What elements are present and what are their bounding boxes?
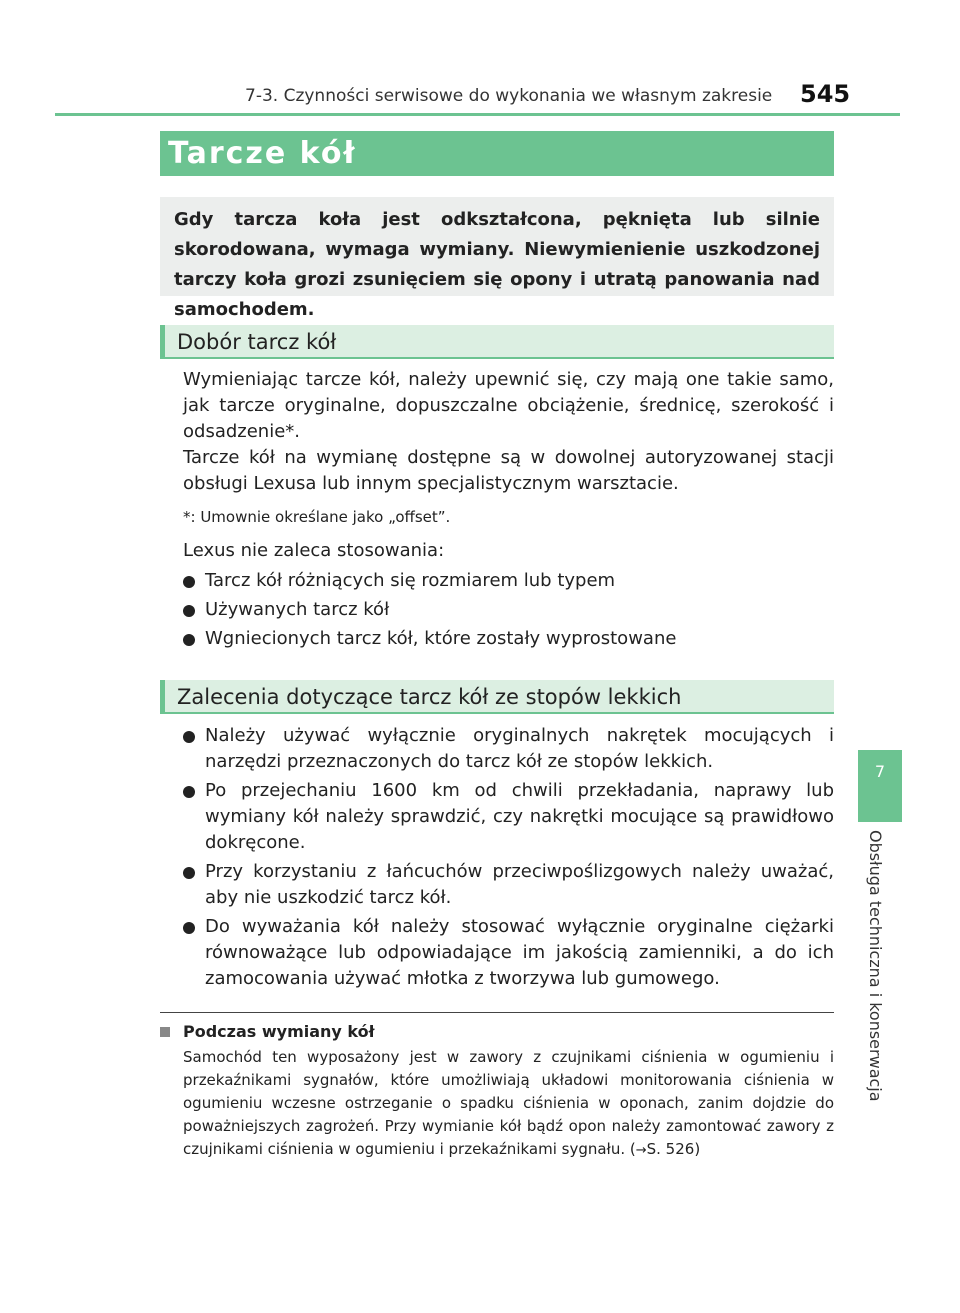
square-bullet-icon xyxy=(160,1027,170,1037)
page-title: Tarcze kół xyxy=(160,131,834,176)
list-item: Do wyważania kół należy stosować wyłącznie oryginalne ciężarki równoważące lub odpowiadające im jakością zamienniki, a do ich zamocowania używać młotka z tworzywa lub gumowego. xyxy=(183,914,834,992)
list-not-recommended xyxy=(183,568,834,652)
chapter-number: 7 xyxy=(874,762,886,781)
paragraph-wheel-availability: Tarcze kół na wymianę dostępne są w dowolnej autoryzowanej stacji obsługi Lexusa lub innym specjalistycznym warsztacie. xyxy=(183,447,834,494)
section-heading-alloy-wheels: Zalecenia dotyczące tarcz kół ze stopów lekkich xyxy=(160,680,834,714)
bullet-icon xyxy=(183,731,195,743)
paragraph-not-recommended: Lexus nie zaleca stosowania: xyxy=(183,540,445,561)
footnote-offset: *: Umownie określane jako „offset”. xyxy=(183,508,451,526)
arrow-right-icon: → xyxy=(635,1143,647,1158)
header-rule xyxy=(55,113,900,116)
list-item: Tarcz kół różniących się rozmiarem lub typem xyxy=(183,568,834,594)
section-heading-wheel-selection: Dobór tarcz kół xyxy=(160,325,834,359)
list-item: Wgniecionych tarcz kół, które zostały wyprostowane xyxy=(183,626,834,652)
bullet-icon xyxy=(183,786,195,798)
note-title: Podczas wymiany kół xyxy=(183,1022,375,1041)
bullet-icon xyxy=(183,922,195,934)
divider xyxy=(160,1012,834,1013)
list-item: Po przejechaniu 1600 km od chwili przekładania, naprawy lub wymiany kół należy sprawdzić, czy nakrętki mocujące są prawidłowo dokręcone. xyxy=(183,778,834,856)
page-reference-link[interactable]: S. 526) xyxy=(646,1140,701,1158)
list-item: Przy korzystaniu z łańcuchów przeciwpoślizgowych należy uważać, aby nie uszkodzić tarcz kół. xyxy=(183,859,834,911)
bullet-icon xyxy=(183,576,195,588)
note-text: Samochód ten wyposażony jest w zawory z czujnikami ciśnienia w ogumieniu i przekaźnikami sygnałów, które umożliwiają układowi monitorowania ciśnienia w ogumieniu wczesne ostrzeganie o spadku ciśnienia w oponach, zanim dojdzie do poważniejszych zagrożeń. Przy wymianie kół bądź opon należy zamontować zawory z czujnikami ciśnienia w ogumieniu i przekaźnikami sygnału. (→S. 526) xyxy=(183,1048,834,1158)
bullet-icon xyxy=(183,634,195,646)
list-item: Należy używać wyłącznie oryginalnych nakrętek mocujących i narzędzi przeznaczonych do tarcz kół ze stopów lekkich. xyxy=(183,723,834,775)
running-header-title: 7-3. Czynności serwisowe do wykonania we własnym zakresie xyxy=(245,86,773,106)
chapter-tab[interactable] xyxy=(858,750,902,822)
intro-box: Gdy tarcza koła jest odkształcona, pęknięta lub silnie skorodowana, wymaga wymiany. Niewymienienie uszkodzonej tarczy koła grozi zsunięciem się opony i utratą panowania nad samochodem. xyxy=(160,197,834,296)
bullet-icon xyxy=(183,605,195,617)
list-alloy-recommendations xyxy=(183,723,834,992)
chapter-label: Obsługa techniczna i konserwacja xyxy=(866,830,885,1102)
paragraph-wheel-replacement: Wymieniając tarcze kół, należy upewnić się, czy mają one takie samo, jak tarcze oryginalne, dopuszczalne obciążenie, średnicę, szerokość i odsadzenie*. xyxy=(183,369,834,442)
bullet-icon xyxy=(183,867,195,879)
list-item: Używanych tarcz kół xyxy=(183,597,834,623)
page-number: 545 xyxy=(800,80,851,108)
